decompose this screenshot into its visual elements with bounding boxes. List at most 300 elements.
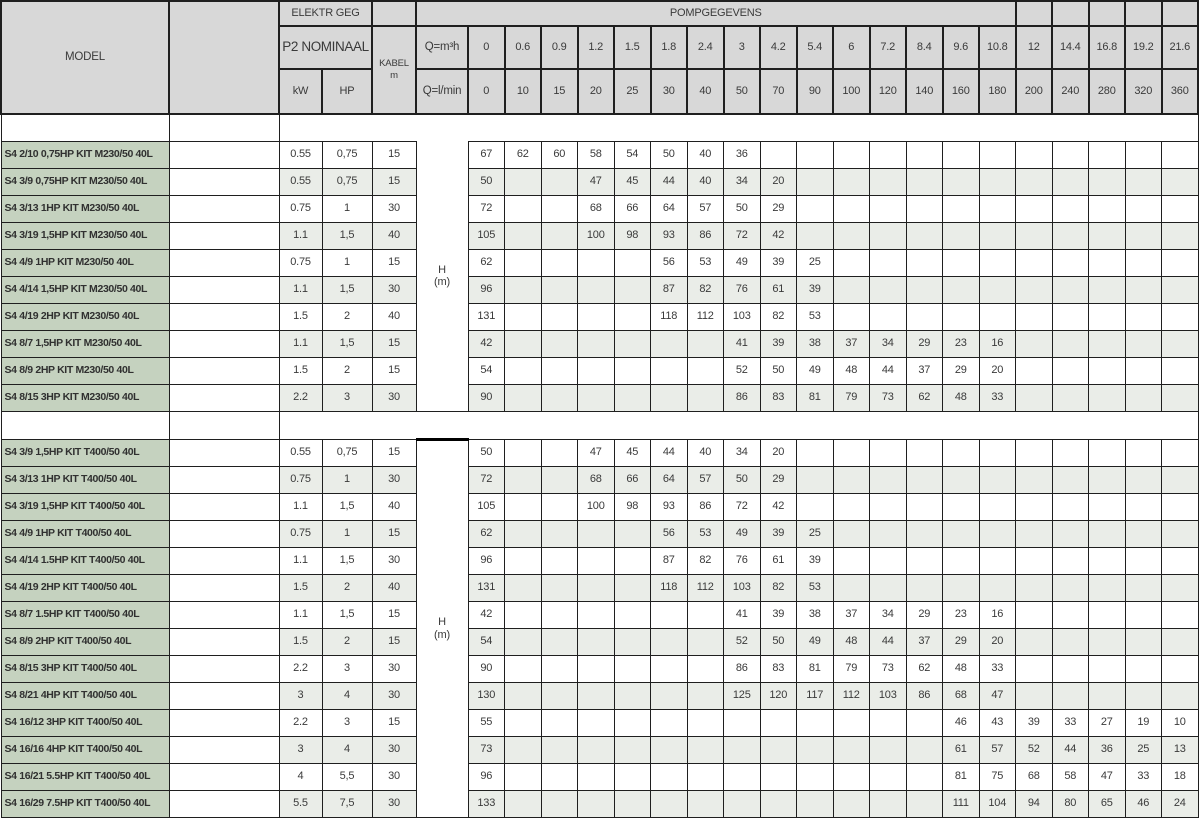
head-value-cell [1016, 521, 1053, 548]
head-value-cell [833, 304, 870, 331]
model-spacer-cell [169, 791, 279, 818]
head-value-cell: 33 [1052, 710, 1089, 737]
q-lmin-tick: 200 [1016, 69, 1053, 114]
head-value-cell [578, 602, 615, 629]
head-value-cell: 81 [943, 764, 980, 791]
pump-row [1, 223, 1198, 250]
head-value-cell: 68 [1016, 764, 1053, 791]
head-value-cell: 54 [468, 358, 505, 385]
head-value-cell [1016, 575, 1053, 602]
head-value-cell [1052, 304, 1089, 331]
head-value-cell [943, 277, 980, 304]
group-separator-row [1, 412, 1198, 440]
head-value-cell [906, 467, 943, 494]
q-lmin-tick: 140 [906, 69, 943, 114]
model-cell: S4 8/15 3HP KIT T400/50 40L [1, 656, 169, 683]
head-value-cell [614, 358, 651, 385]
separator-model-cell [1, 114, 169, 142]
head-value-cell [943, 142, 980, 169]
q-lmin-tick: 280 [1089, 69, 1126, 114]
kabel-cell: 15 [372, 440, 416, 467]
head-value-cell: 68 [578, 196, 615, 223]
head-value-cell [943, 223, 980, 250]
head-value-cell [1052, 548, 1089, 575]
head-value-cell [541, 277, 578, 304]
head-value-cell: 76 [724, 277, 761, 304]
head-value-cell [870, 521, 907, 548]
head-value-cell: 86 [724, 385, 761, 412]
head-value-cell: 58 [578, 142, 615, 169]
head-value-cell: 38 [797, 331, 834, 358]
head-value-cell: 57 [687, 467, 724, 494]
head-value-cell: 73 [870, 385, 907, 412]
head-value-cell [906, 710, 943, 737]
head-value-cell [1016, 683, 1053, 710]
head-value-cell [505, 304, 542, 331]
head-value-cell [833, 250, 870, 277]
kw-cell: 1.1 [279, 548, 322, 575]
head-value-cell: 120 [760, 683, 797, 710]
kw-cell: 4 [279, 764, 322, 791]
head-value-cell [979, 250, 1016, 277]
head-value-cell [1162, 304, 1199, 331]
head-value-cell [578, 656, 615, 683]
separator-model-cell [1, 412, 169, 440]
head-value-cell: 98 [614, 223, 651, 250]
kw-cell: 0.75 [279, 521, 322, 548]
separator-data-cell [468, 114, 1198, 142]
q-lmin-tick: 120 [870, 69, 907, 114]
kabel-cell: 40 [372, 494, 416, 521]
head-value-cell: 65 [1089, 791, 1126, 818]
model-cell: S4 8/9 2HP KIT M230/50 40L [1, 358, 169, 385]
head-value-cell [1089, 440, 1126, 467]
head-value-cell [1162, 521, 1199, 548]
head-value-cell [1125, 277, 1162, 304]
model-spacer-cell [169, 710, 279, 737]
head-value-cell: 47 [1089, 764, 1126, 791]
head-value-cell [760, 142, 797, 169]
head-value-cell: 96 [468, 764, 505, 791]
head-value-cell: 40 [687, 142, 724, 169]
head-value-cell [541, 575, 578, 602]
head-value-cell [833, 548, 870, 575]
head-value-cell [833, 791, 870, 818]
head-value-cell: 41 [724, 331, 761, 358]
pump-row [1, 440, 1198, 467]
head-value-cell: 86 [906, 683, 943, 710]
head-value-cell: 37 [833, 602, 870, 629]
head-value-cell [979, 142, 1016, 169]
head-value-cell: 53 [797, 575, 834, 602]
h-unit: (m) [434, 629, 450, 641]
head-value-cell [614, 575, 651, 602]
head-value-cell [1162, 467, 1199, 494]
head-value-cell [1162, 548, 1199, 575]
head-value-cell [614, 737, 651, 764]
head-value-cell [505, 494, 542, 521]
head-value-cell: 64 [651, 196, 688, 223]
head-value-cell [979, 223, 1016, 250]
head-value-cell [687, 791, 724, 818]
hp-cell: 3 [322, 385, 372, 412]
separator-h-column-gap [416, 114, 468, 142]
head-value-cell [505, 656, 542, 683]
head-value-cell [1162, 223, 1199, 250]
head-value-cell [578, 304, 615, 331]
head-value-cell: 44 [651, 440, 688, 467]
head-value-cell: 43 [979, 710, 1016, 737]
kabel-cell: 15 [372, 602, 416, 629]
head-value-cell: 67 [468, 142, 505, 169]
h-label: H [438, 263, 446, 276]
head-value-cell [541, 467, 578, 494]
head-value-cell: 82 [687, 277, 724, 304]
head-value-cell: 81 [797, 656, 834, 683]
head-value-cell: 29 [943, 358, 980, 385]
head-value-cell [979, 467, 1016, 494]
head-value-cell [906, 440, 943, 467]
kw-cell: 2.2 [279, 656, 322, 683]
head-value-cell [614, 656, 651, 683]
kw-cell: 2.2 [279, 710, 322, 737]
model-spacer-cell [169, 440, 279, 467]
head-value-cell [906, 196, 943, 223]
head-value-cell [505, 791, 542, 818]
head-value-cell: 57 [979, 737, 1016, 764]
head-value-cell [1089, 142, 1126, 169]
head-value-cell: 86 [687, 494, 724, 521]
q-m3h-label: Q=m³h [416, 26, 468, 69]
head-value-cell [505, 331, 542, 358]
hp-cell: 0,75 [322, 440, 372, 467]
head-value-cell [505, 277, 542, 304]
model-spacer-cell [169, 142, 279, 169]
head-value-cell [797, 791, 834, 818]
head-value-cell [687, 358, 724, 385]
head-value-cell [906, 575, 943, 602]
head-value-cell [1052, 629, 1089, 656]
head-value-cell [906, 169, 943, 196]
q-lmin-tick: 40 [687, 69, 724, 114]
head-value-cell: 29 [906, 602, 943, 629]
head-value-cell [870, 494, 907, 521]
hp-cell: 0,75 [322, 142, 372, 169]
model-spacer-cell [169, 683, 279, 710]
kabel-cell: 15 [372, 169, 416, 196]
head-value-cell: 125 [724, 683, 761, 710]
head-value-cell: 42 [760, 494, 797, 521]
head-value-cell [578, 548, 615, 575]
head-value-cell [906, 791, 943, 818]
head-value-cell: 49 [797, 358, 834, 385]
head-value-cell [833, 494, 870, 521]
kw-cell: 0.75 [279, 467, 322, 494]
head-value-cell: 86 [687, 223, 724, 250]
head-value-cell: 44 [651, 169, 688, 196]
head-value-cell: 52 [1016, 737, 1053, 764]
head-value-cell [1016, 494, 1053, 521]
head-value-cell [1089, 169, 1126, 196]
head-value-cell: 46 [1125, 791, 1162, 818]
q-lmin-tick: 360 [1162, 69, 1199, 114]
head-value-cell [578, 575, 615, 602]
model-cell: S4 16/16 4HP KIT T400/50 40L [1, 737, 169, 764]
head-value-cell [505, 683, 542, 710]
head-value-cell: 103 [724, 304, 761, 331]
head-value-cell [541, 385, 578, 412]
head-value-cell: 52 [724, 358, 761, 385]
model-cell: S4 4/9 1HP KIT M230/50 40L [1, 250, 169, 277]
head-value-cell: 33 [1125, 764, 1162, 791]
head-value-cell: 73 [468, 737, 505, 764]
kabel-cell: 15 [372, 521, 416, 548]
head-value-cell [1125, 494, 1162, 521]
head-value-cell [1125, 575, 1162, 602]
head-value-cell [797, 196, 834, 223]
head-value-cell [614, 250, 651, 277]
head-value-cell [1089, 656, 1126, 683]
p2-nominaal-header: P2 NOMINAAL [279, 26, 372, 69]
kabel-cell: 30 [372, 683, 416, 710]
head-value-cell [578, 385, 615, 412]
hp-cell: 1,5 [322, 602, 372, 629]
head-value-cell [505, 548, 542, 575]
hp-cell: 4 [322, 683, 372, 710]
head-value-cell [979, 548, 1016, 575]
kabel-cell: 15 [372, 710, 416, 737]
table-body [1, 114, 1198, 818]
head-value-cell [614, 548, 651, 575]
head-value-cell [614, 521, 651, 548]
hp-cell: 1 [322, 196, 372, 223]
model-cell: S4 8/7 1,5HP KIT M230/50 40L [1, 331, 169, 358]
head-value-cell [870, 196, 907, 223]
head-value-cell [833, 737, 870, 764]
head-value-cell [1089, 304, 1126, 331]
h-label: H [438, 616, 446, 629]
head-value-cell: 39 [797, 548, 834, 575]
head-value-cell: 61 [943, 737, 980, 764]
head-value-cell [1089, 250, 1126, 277]
head-value-cell [1089, 548, 1126, 575]
head-value-cell [505, 169, 542, 196]
kabel-cell: 30 [372, 656, 416, 683]
head-value-cell [1052, 494, 1089, 521]
head-value-cell [541, 602, 578, 629]
hp-cell: 0,75 [322, 169, 372, 196]
head-value-cell [651, 791, 688, 818]
head-value-cell: 50 [760, 358, 797, 385]
head-value-cell: 41 [724, 602, 761, 629]
q-m3h-tick: 21.6 [1162, 26, 1199, 69]
head-value-cell [505, 764, 542, 791]
q-m3h-tick: 4.2 [760, 26, 797, 69]
pomp-empty-cell [1016, 1, 1053, 26]
kabel-cell: 15 [372, 629, 416, 656]
head-value-cell [1052, 250, 1089, 277]
head-value-cell [505, 223, 542, 250]
hp-cell: 2 [322, 304, 372, 331]
head-value-cell [651, 737, 688, 764]
head-value-cell [1162, 169, 1199, 196]
head-value-cell [541, 683, 578, 710]
header-row-1 [1, 1, 1198, 26]
head-value-cell [1052, 683, 1089, 710]
head-value-cell: 133 [468, 791, 505, 818]
hp-cell: 1 [322, 250, 372, 277]
head-value-cell [1052, 169, 1089, 196]
head-value-cell: 34 [724, 169, 761, 196]
head-value-cell [797, 710, 834, 737]
head-value-cell [1089, 629, 1126, 656]
kabel-cell: 30 [372, 737, 416, 764]
head-value-cell [870, 467, 907, 494]
head-value-cell [1162, 358, 1199, 385]
head-value-cell [1125, 440, 1162, 467]
head-value-cell [870, 575, 907, 602]
head-value-cell: 36 [1089, 737, 1126, 764]
head-value-cell [906, 737, 943, 764]
pump-row [1, 494, 1198, 521]
head-value-cell: 131 [468, 304, 505, 331]
head-value-cell: 98 [614, 494, 651, 521]
head-value-cell [1125, 656, 1162, 683]
head-value-cell [760, 710, 797, 737]
head-value-cell: 82 [760, 575, 797, 602]
head-value-cell [833, 575, 870, 602]
head-value-cell [541, 331, 578, 358]
kw-cell: 1.1 [279, 223, 322, 250]
head-value-cell: 40 [687, 440, 724, 467]
head-value-cell: 112 [833, 683, 870, 710]
pump-row [1, 467, 1198, 494]
head-value-cell: 62 [468, 250, 505, 277]
head-value-cell [1052, 358, 1089, 385]
model-spacer-cell [169, 548, 279, 575]
head-value-cell [1016, 602, 1053, 629]
separator-h-column-gap [416, 412, 468, 440]
hp-cell: 1,5 [322, 548, 372, 575]
head-value-cell: 54 [614, 142, 651, 169]
head-value-cell [578, 521, 615, 548]
head-value-cell [687, 629, 724, 656]
head-value-cell: 33 [979, 385, 1016, 412]
model-cell: S4 3/13 1HP KIT T400/50 40L [1, 467, 169, 494]
head-value-cell [505, 602, 542, 629]
q-m3h-tick: 12 [1016, 26, 1053, 69]
kabel-cell: 40 [372, 575, 416, 602]
head-value-cell [906, 304, 943, 331]
head-value-cell [797, 467, 834, 494]
pump-row [1, 710, 1198, 737]
head-value-cell: 81 [797, 385, 834, 412]
head-value-cell: 93 [651, 223, 688, 250]
head-value-cell [870, 223, 907, 250]
hp-cell: 5,5 [322, 764, 372, 791]
model-cell: S4 4/19 2HP KIT T400/50 40L [1, 575, 169, 602]
head-value-cell [1052, 575, 1089, 602]
separator-spacer-cell [169, 412, 279, 440]
head-value-cell: 23 [943, 331, 980, 358]
head-value-cell [1052, 440, 1089, 467]
head-value-cell: 103 [724, 575, 761, 602]
pomp-empty-cell [1162, 1, 1199, 26]
kabel-cell: 30 [372, 764, 416, 791]
head-value-cell [833, 440, 870, 467]
head-value-cell [1125, 196, 1162, 223]
head-value-cell [979, 440, 1016, 467]
separator-spacer-cell [169, 114, 279, 142]
q-lmin-tick: 25 [614, 69, 651, 114]
kabel-label: KABEL [379, 58, 409, 70]
q-m3h-tick: 14.4 [1052, 26, 1089, 69]
head-value-cell: 25 [1125, 737, 1162, 764]
head-value-cell [797, 169, 834, 196]
q-m3h-tick: 7.2 [870, 26, 907, 69]
model-cell: S4 16/29 7.5HP KIT T400/50 40L [1, 791, 169, 818]
q-m3h-tick: 8.4 [906, 26, 943, 69]
head-value-cell [1016, 440, 1053, 467]
head-value-cell: 56 [651, 521, 688, 548]
q-lmin-tick: 50 [724, 69, 761, 114]
head-value-cell [1162, 602, 1199, 629]
head-value-cell [979, 575, 1016, 602]
head-value-cell: 66 [614, 196, 651, 223]
head-value-cell: 72 [468, 467, 505, 494]
head-value-cell [1052, 385, 1089, 412]
model-cell: S4 4/14 1,5HP KIT M230/50 40L [1, 277, 169, 304]
head-value-cell [505, 737, 542, 764]
model-cell: S4 3/19 1,5HP KIT T400/50 40L [1, 494, 169, 521]
head-value-cell: 72 [724, 223, 761, 250]
kabel-cell: 15 [372, 250, 416, 277]
pump-row [1, 683, 1198, 710]
head-value-cell [687, 331, 724, 358]
head-value-cell: 20 [760, 440, 797, 467]
head-value-cell [505, 358, 542, 385]
head-value-cell [1016, 656, 1053, 683]
head-value-cell: 57 [687, 196, 724, 223]
head-value-cell [906, 548, 943, 575]
model-spacer-cell [169, 602, 279, 629]
kabel-cell: 15 [372, 331, 416, 358]
head-value-cell: 117 [797, 683, 834, 710]
head-value-cell [833, 764, 870, 791]
head-value-cell: 50 [724, 467, 761, 494]
head-value-cell [578, 737, 615, 764]
head-value-cell: 19 [1125, 710, 1162, 737]
q-lmin-tick: 10 [505, 69, 542, 114]
head-value-cell [687, 764, 724, 791]
head-value-cell: 48 [833, 629, 870, 656]
head-value-cell [651, 385, 688, 412]
head-value-cell [833, 710, 870, 737]
head-value-cell [541, 250, 578, 277]
head-value-cell [724, 737, 761, 764]
head-value-cell: 36 [724, 142, 761, 169]
head-value-cell [906, 250, 943, 277]
head-value-cell [1162, 250, 1199, 277]
head-value-cell [687, 385, 724, 412]
head-value-cell [1162, 683, 1199, 710]
head-value-cell [1052, 467, 1089, 494]
kw-cell: 5.5 [279, 791, 322, 818]
head-value-cell [1089, 683, 1126, 710]
head-value-cell [614, 764, 651, 791]
head-value-cell: 39 [1016, 710, 1053, 737]
head-value-cell: 29 [943, 629, 980, 656]
